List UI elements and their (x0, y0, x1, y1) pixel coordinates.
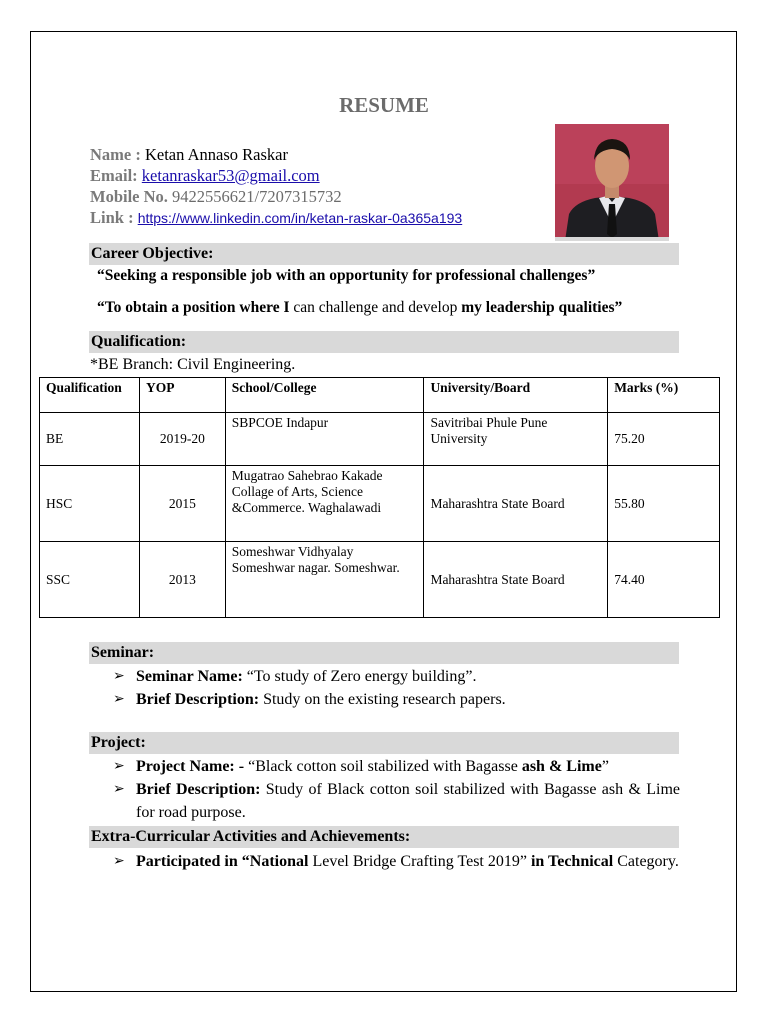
project-name-label: Project Name: - (136, 758, 245, 775)
table-cell: SBPCOE Indapur (225, 413, 424, 466)
project-heading: Project: (89, 732, 679, 754)
table-cell: 55.80 (608, 466, 720, 542)
arrowhead-bullet-icon: ➢ (113, 781, 125, 797)
column-header: Qualification (40, 378, 140, 413)
table-header-row (40, 378, 720, 413)
email-link[interactable]: ketanraskar53@gmail.com (141, 166, 320, 185)
mobile-value: 9422556621/7207315732 (172, 187, 342, 206)
seminar-list (113, 665, 680, 711)
table-cell: SSC (40, 542, 140, 618)
extra-text-c: in Technical (526, 853, 614, 870)
table-row (40, 542, 720, 618)
project-desc-label: Brief Description: (136, 781, 261, 798)
project-name-end: ” (601, 758, 609, 775)
table-cell: Mugatrao Sahebrao Kakade Collage of Arts, Science &Commerce. Waghalawadi (225, 466, 424, 542)
career-quote-2-a: “To obtain a position where I (97, 299, 290, 316)
table-cell: Maharashtra State Board (424, 466, 608, 542)
career-quote-1 (97, 267, 595, 285)
seminar-desc-value: Study on the existing research papers. (259, 691, 506, 708)
list-item (113, 665, 680, 688)
table-cell: Maharashtra State Board (424, 542, 608, 618)
arrowhead-bullet-icon: ➢ (113, 853, 125, 869)
project-name-value: “Black cotton soil stabilized with Bagasse (244, 758, 522, 775)
arrowhead-bullet-icon: ➢ (113, 691, 125, 707)
email-line (90, 165, 320, 186)
career-quote-2-b: can challenge and develop (289, 299, 462, 316)
column-header: YOP (139, 378, 225, 413)
name-label: Name : (90, 145, 141, 164)
table-cell: HSC (40, 466, 140, 542)
table-cell: 75.20 (608, 413, 720, 466)
name-line (90, 144, 288, 165)
column-header: Marks (%) (608, 378, 720, 413)
career-quote-2 (97, 299, 622, 317)
seminar-name-label: Seminar Name: (136, 668, 243, 685)
extra-list (113, 850, 680, 873)
column-header: University/Board (424, 378, 608, 413)
career-quote-1-text: “Seeking a responsible job with an opportunity for professional challenges” (97, 267, 596, 284)
linkedin-link[interactable]: https://www.linkedin.com/in/ketan-raskar-0a365a193 (137, 210, 463, 226)
link-line (90, 207, 462, 229)
seminar-name-value: “To study of Zero energy building”. (246, 668, 477, 685)
project-list (113, 755, 680, 824)
arrowhead-bullet-icon: ➢ (113, 668, 125, 684)
project-desc-value: Study of Black cotton soil stabilized with Bagasse ash & Lime for road purpose. (136, 781, 681, 821)
mobile-label: Mobile No. (90, 187, 168, 206)
list-item (113, 778, 680, 824)
seminar-desc-label: Brief Description: (136, 691, 260, 708)
qualification-heading: Qualification: (89, 331, 679, 353)
table-cell: 2019-20 (139, 413, 225, 466)
mobile-line (90, 186, 342, 207)
table-cell: 74.40 (608, 542, 720, 618)
project-name-bold: ash & Lime (521, 758, 602, 775)
resume-title: RESUME (339, 93, 429, 117)
table-cell: 2013 (139, 542, 225, 618)
list-item (113, 688, 680, 711)
extra-text-a: Participated in “National (136, 853, 309, 870)
column-header: School/College (225, 378, 424, 413)
career-quote-2-c: my leadership qualities” (461, 299, 623, 316)
name-value: Ketan Annaso Raskar (144, 145, 288, 164)
table-cell: BE (40, 413, 140, 466)
extra-text-b: Level Bridge Crafting Test 2019” (308, 853, 527, 870)
profile-photo (555, 124, 669, 241)
list-item (113, 850, 680, 873)
branch-line: *BE Branch: Civil Engineering. (90, 356, 296, 373)
table-cell: 2015 (139, 466, 225, 542)
table-cell: Someshwar Vidhyalay Someshwar nagar. Someshwar. (225, 542, 424, 618)
arrowhead-bullet-icon: ➢ (113, 758, 125, 774)
qualification-table (39, 377, 720, 618)
table-row (40, 466, 720, 542)
extra-curricular-heading: Extra-Curricular Activities and Achievements: (89, 826, 679, 848)
table-cell: Savitribai Phule Pune University (424, 413, 608, 466)
link-label: Link : (90, 208, 134, 227)
email-label: Email: (90, 166, 138, 185)
list-item (113, 755, 680, 778)
seminar-heading: Seminar: (89, 642, 679, 664)
extra-text-d: Category. (613, 853, 679, 870)
table-row (40, 413, 720, 466)
career-objective-heading: Career Objective: (89, 243, 679, 265)
